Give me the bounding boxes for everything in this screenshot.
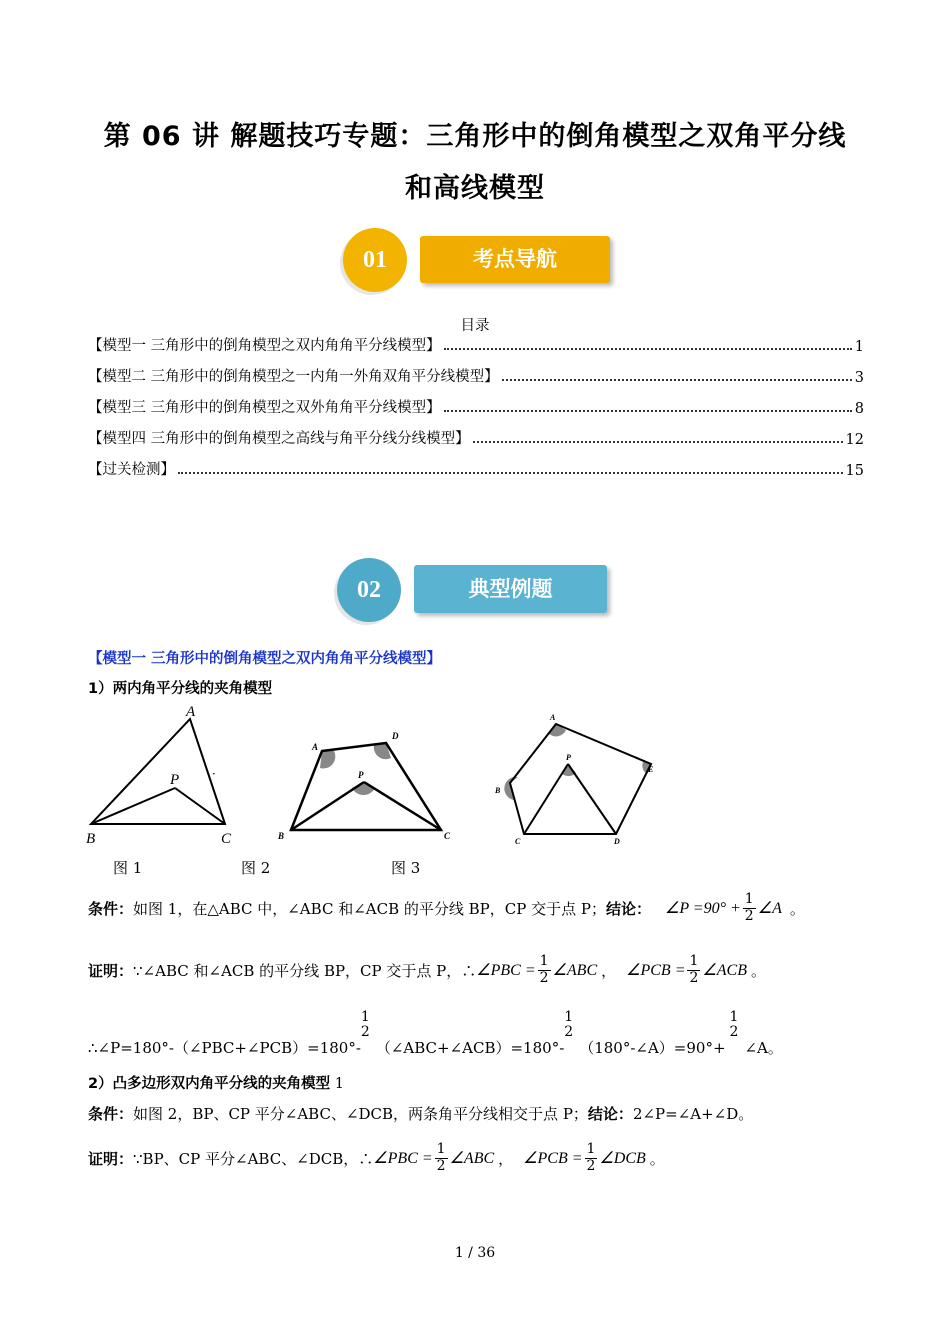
fraction-half: 1 2 <box>360 1009 370 1041</box>
condition-1 <box>88 886 805 930</box>
conclusion-formula-a: ∠P =90° + <box>664 900 741 917</box>
figure-caption: 图 2 <box>241 859 271 877</box>
condition-text: 如图 2，BP、CP 平分∠ABC、∠DCB，两条角平分线相交于点 P； <box>133 1105 588 1123</box>
proof-label: 证明： <box>88 961 134 980</box>
toc-leader <box>178 472 843 474</box>
toc-leader <box>502 379 852 381</box>
proof-step: ∠A。 <box>744 1039 783 1057</box>
proof-formula: ∠PBC = <box>476 962 536 979</box>
proof-step: （∠ABC+∠ACB）=180°- <box>375 1039 565 1057</box>
proof-text: ∵BP、CP 平分∠ABC、∠DCB，∴ <box>133 1149 374 1168</box>
toc-item-page: 1 <box>854 339 864 355</box>
fig3-label-p: P <box>566 753 571 762</box>
toc-item[interactable] <box>88 333 864 355</box>
conclusion-formula-b: ∠A <box>757 900 782 917</box>
fig1-label-c: C <box>221 831 232 847</box>
sentence-end: 。 <box>789 899 805 918</box>
toc-item-label: 【模型三 三角形中的倒角模型之双外角角平分线模型】 <box>88 400 441 416</box>
toc-heading: 目录 <box>460 318 490 334</box>
figure-1-triangle <box>84 700 244 848</box>
model1-heading: 【模型一 三角形中的倒角模型之双内角角平分线模型】 <box>88 651 442 667</box>
section-banner-navigation: 考点导航 <box>420 236 610 283</box>
page-title-line2: 和高线模型 <box>405 173 545 204</box>
separator: ， <box>601 961 617 980</box>
proof-formula: ∠ABC <box>552 962 598 979</box>
conclusion-label: 结论： <box>587 1105 633 1123</box>
proof-formula: ∠PBC = <box>373 1150 433 1167</box>
figure-caption: 图 3 <box>391 859 421 877</box>
proof-label: 证明： <box>88 1149 134 1168</box>
proof-2 <box>88 1136 665 1180</box>
page-title-line1: 第 06 讲 解题技巧专题：三角形中的倒角模型之双角平分线 <box>103 121 847 152</box>
fig2-label-c: C <box>444 831 451 841</box>
toc-item-label: 【模型二 三角形中的倒角模型之一内角一外角双角平分线模型】 <box>88 369 499 385</box>
fraction-half: $\frac{1}{2}$ <box>539 953 549 986</box>
toc-item[interactable] <box>88 457 864 479</box>
model1-subheading: 1）两内角平分线的夹角模型 <box>88 681 273 697</box>
condition-label: 条件： <box>88 1105 134 1123</box>
toc-item-page: 15 <box>845 463 864 479</box>
fig1-label-p: P <box>170 772 180 788</box>
fig1-label-b: B <box>86 831 96 847</box>
toc-item-label: 【模型一 三角形中的倒角模型之双内角角平分线模型】 <box>88 338 441 354</box>
fraction-half: $\frac{1}{2}$ <box>586 1141 596 1174</box>
fraction-half: $\frac{1}{2}$ <box>689 953 699 986</box>
toc-leader <box>473 441 843 443</box>
toc-item[interactable] <box>88 364 864 386</box>
figure-2-quadrilateral <box>274 723 454 848</box>
toc-item-page: 8 <box>854 401 864 417</box>
fraction-half: $\frac{1}{2}$ <box>744 891 754 924</box>
conclusion-label: 结论： <box>605 899 651 918</box>
fig3-label-e: E <box>648 765 654 774</box>
figure-caption: 图 1 <box>113 859 143 877</box>
proof-step: （180°-∠A）=90°+ <box>579 1039 726 1057</box>
proof-1-continued <box>88 1010 783 1058</box>
proof-formula: ∠ABC <box>449 1150 495 1167</box>
fig1-label-a: A <box>186 704 196 720</box>
toc-item[interactable] <box>88 395 864 417</box>
toc-item[interactable] <box>88 426 864 448</box>
fig3-label-c: C <box>515 837 521 846</box>
section-number-badge: 02 <box>337 558 401 622</box>
proof-1 <box>88 948 766 992</box>
toc-item-label: 【模型四 三角形中的倒角模型之高线与角平分线分线模型】 <box>88 431 470 447</box>
separator: ， <box>498 1149 514 1168</box>
condition-text: 如图 1，在△ABC 中，∠ABC 和∠ACB 的平分线 BP，CP 交于点 P； <box>133 899 606 918</box>
fig3-label-d: D <box>614 837 620 846</box>
proof-formula: ∠DCB <box>599 1150 646 1167</box>
toc-leader <box>444 410 852 412</box>
toc-item-page: 12 <box>845 432 864 448</box>
fraction-half: $\frac{1}{2}$ <box>436 1141 446 1174</box>
conclusion-text: 2∠P=∠A+∠D。 <box>632 1105 754 1123</box>
fig1-tick: · <box>212 767 216 781</box>
fig3-label-b: B <box>495 786 501 795</box>
fraction-half: 1 2 <box>564 1009 574 1041</box>
proof-formula: ∠ACB <box>702 962 747 979</box>
proof-formula: ∠PCB = <box>626 962 686 979</box>
condition-2 <box>88 1103 753 1124</box>
fig3-label-a: A <box>550 713 556 722</box>
condition-label: 条件： <box>88 899 134 918</box>
toc-item-page: 3 <box>854 370 864 386</box>
fig2-label-b: B <box>278 831 285 841</box>
fraction-half: 1 2 <box>729 1009 739 1041</box>
fig2-label-p: P <box>358 770 364 780</box>
model1-subheading-2 <box>88 1072 344 1093</box>
fig2-label-d: D <box>392 731 399 741</box>
toc-leader <box>444 348 852 350</box>
subheading-suffix: 1 <box>334 1076 344 1092</box>
subheading-text: 2）凸多边形双内角平分线的夹角模型 <box>88 1076 331 1092</box>
section-banner-examples: 典型例题 <box>414 565 607 613</box>
proof-text: ∵∠ABC 和∠ACB 的平分线 BP，CP 交于点 P，∴ <box>133 961 477 980</box>
section-number-badge: 01 <box>343 228 407 292</box>
page-number: 1 / 36 <box>454 1245 496 1261</box>
toc-item-label: 【过关检测】 <box>88 462 175 478</box>
sentence-end: 。 <box>750 961 766 980</box>
proof-formula: ∠PCB = <box>523 1150 583 1167</box>
figure-3-pentagon <box>490 708 660 848</box>
proof-step: ∴∠P=180°-（∠PBC+∠PCB）=180°- <box>88 1039 361 1057</box>
sentence-end: 。 <box>649 1149 665 1168</box>
fig2-label-a: A <box>312 742 319 752</box>
